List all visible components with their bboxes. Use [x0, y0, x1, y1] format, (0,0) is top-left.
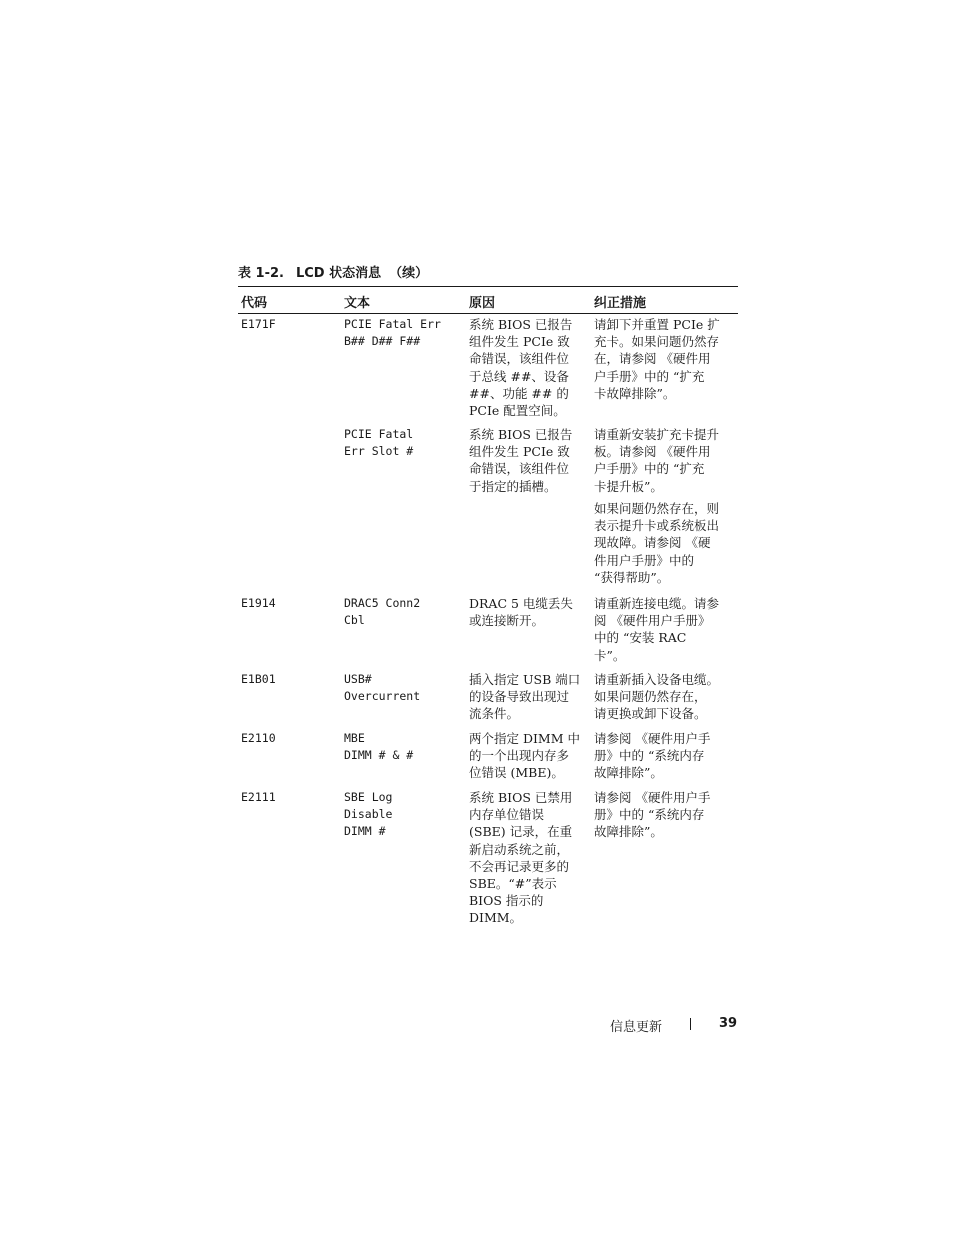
- row-code: E1914: [241, 596, 276, 610]
- row-cause: 系统 BIOS 已禁用 内存单位错误 (SBE) 记录，在重 新启动系统之前， 不会再记录更多的 SBE。“#”表示 BIOS 指示的 DIMM。: [469, 790, 573, 926]
- row-action: 请卸下并重置 PCIe 扩 充卡。如果问题仍然存 在，请参阅 《硬件用 户手册》中的 “扩充 卡故障排除”。: [594, 317, 720, 401]
- row-action: 请参阅 《硬件用户手 册》中的 “系统内存 故障排除”。: [594, 790, 711, 840]
- row-code: E1B01: [241, 672, 276, 686]
- row-action: 请参阅 《硬件用户手 册》中的 “系统内存 故障排除”。: [594, 731, 711, 781]
- row-text: USB# Overcurrent: [344, 672, 421, 703]
- header-action: 纠正措施: [594, 296, 647, 311]
- row-text: SBE Log Disable DIMM #: [344, 790, 393, 838]
- row-text: MBE DIMM # & #: [344, 731, 414, 762]
- row-action: 请重新安装扩充卡提升 板。请参阅 《硬件用 户手册》中的 “扩充 卡提升板”。: [594, 427, 720, 494]
- row-code: E171F: [241, 317, 276, 331]
- caption-label: 表 1-2.: [238, 266, 284, 281]
- header-text: 文本: [344, 296, 371, 311]
- header-cause: 原因: [469, 296, 496, 311]
- table-header: [238, 286, 738, 314]
- row-cause: 两个指定 DIMM 中 的一个出现内存多 位错误 (MBE)。: [469, 731, 581, 781]
- caption-title: LCD 状态消息: [295, 266, 382, 281]
- row-cause: 系统 BIOS 已报告 组件发生 PCIe 致 命错误，该组件位 于总线 ##、设备 ##、功能 ## 的 PCIe 配置空间。: [469, 317, 573, 419]
- row-text: PCIE Fatal Err Slot #: [344, 427, 414, 458]
- page-number: 39: [719, 1016, 738, 1031]
- caption-suffix: （续）: [389, 266, 429, 281]
- footer-section-title: 信息更新: [610, 1020, 663, 1035]
- row-cause: 系统 BIOS 已报告 组件发生 PCIe 致 命错误，该组件位 于指定的插槽。: [469, 427, 573, 494]
- row-action: 请重新插入设备电缆。 如果问题仍然存在， 请更换或卸下设备。: [594, 672, 720, 722]
- row-action-continued: 如果问题仍然存在，则 表示提升卡或系统板出 现故障。请参阅 《硬 件用户手册》中的 “获得帮助”。: [594, 501, 720, 585]
- row-text: DRAC5 Conn2 Cbl: [344, 596, 421, 627]
- row-text: PCIE Fatal Err B## D## F##: [344, 317, 441, 348]
- row-cause: 插入指定 USB 端口 的设备导致出现过 流条件。: [469, 672, 581, 722]
- lcd-status-table: [238, 286, 738, 926]
- row-cause: DRAC 5 电缆丢失 或连接断开。: [469, 596, 573, 629]
- row-code: E2111: [241, 790, 276, 804]
- footer-divider: [690, 1018, 691, 1030]
- table-caption: [238, 262, 428, 281]
- row-action: 请重新连接电缆。请参 阅 《硬件用户手册》 中的 “安装 RAC 卡”。: [594, 596, 720, 663]
- header-code: 代码: [241, 296, 268, 311]
- row-code: E2110: [241, 731, 276, 745]
